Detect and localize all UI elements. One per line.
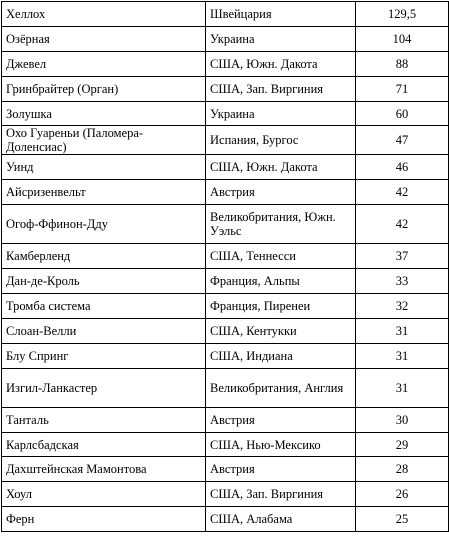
cave-location: Испания, Бургос [206, 126, 356, 155]
cave-location: Украина [206, 101, 356, 126]
cave-value: 25 [356, 507, 449, 532]
cave-location: Австрия [206, 180, 356, 205]
cave-value: 31 [356, 368, 449, 407]
table-row [2, 457, 449, 482]
cave-value: 26 [356, 482, 449, 507]
cave-location: Великобритания, Южн. Уэльс [206, 205, 356, 244]
cave-location: США, Южн. Дакота [206, 155, 356, 180]
cave-name: Танталь [2, 407, 206, 432]
cave-name: Дахштейнская Мамонтова [2, 457, 206, 482]
cave-value: 30 [356, 407, 449, 432]
table-row [2, 126, 449, 155]
table-row [2, 205, 449, 244]
cave-name: Озёрная [2, 26, 206, 51]
table-row [2, 368, 449, 407]
cave-name: Хеллох [2, 2, 206, 27]
table-row [2, 507, 449, 532]
cave-value: 28 [356, 457, 449, 482]
table-row [2, 318, 449, 343]
cave-name: Хоул [2, 482, 206, 507]
table-row [2, 51, 449, 76]
cave-value: 33 [356, 269, 449, 294]
cave-location: США, Кентукки [206, 318, 356, 343]
cave-value: 88 [356, 51, 449, 76]
cave-location: Австрия [206, 457, 356, 482]
cave-location: Франция, Альпы [206, 269, 356, 294]
cave-location: Украина [206, 26, 356, 51]
cave-name: Изгил-Ланкастер [2, 368, 206, 407]
cave-value: 60 [356, 101, 449, 126]
cave-value: 31 [356, 343, 449, 368]
cave-location: США, Зап. Виргиния [206, 482, 356, 507]
cave-name: Тромба система [2, 294, 206, 319]
cave-name: Карлсбадская [2, 432, 206, 457]
cave-name: Золушка [2, 101, 206, 126]
table-row [2, 482, 449, 507]
cave-location: США, Индиана [206, 343, 356, 368]
cave-name: Камберленд [2, 244, 206, 269]
cave-location: Австрия [206, 407, 356, 432]
caves-table-body [2, 2, 449, 532]
cave-name: Слоан-Велли [2, 318, 206, 343]
table-row [2, 407, 449, 432]
table-row [2, 101, 449, 126]
cave-value: 46 [356, 155, 449, 180]
table-row [2, 343, 449, 368]
cave-value: 32 [356, 294, 449, 319]
cave-location: Великобритания, Англия [206, 368, 356, 407]
table-row [2, 180, 449, 205]
cave-name: Блу Спринг [2, 343, 206, 368]
table-row [2, 155, 449, 180]
cave-value: 42 [356, 205, 449, 244]
cave-name: Охо Гуареньи (Паломера-Доленсиас) [2, 126, 206, 155]
cave-name: Уинд [2, 155, 206, 180]
cave-value: 129,5 [356, 2, 449, 27]
cave-location: США, Алабама [206, 507, 356, 532]
table-row [2, 269, 449, 294]
cave-value: 42 [356, 180, 449, 205]
caves-table [1, 1, 449, 532]
cave-name: Айсризенвельт [2, 180, 206, 205]
cave-value: 37 [356, 244, 449, 269]
cave-name: Дан-де-Кроль [2, 269, 206, 294]
cave-name: Джевел [2, 51, 206, 76]
cave-value: 71 [356, 76, 449, 101]
cave-value: 104 [356, 26, 449, 51]
table-row [2, 26, 449, 51]
cave-value: 31 [356, 318, 449, 343]
table-row [2, 432, 449, 457]
cave-location: США, Нью-Мексико [206, 432, 356, 457]
cave-name: Гринбрайтер (Орган) [2, 76, 206, 101]
cave-location: Швейцария [206, 2, 356, 27]
cave-location: США, Южн. Дакота [206, 51, 356, 76]
cave-location: США, Зап. Виргиния [206, 76, 356, 101]
table-row [2, 244, 449, 269]
table-row [2, 294, 449, 319]
table-row [2, 76, 449, 101]
cave-location: США, Теннесси [206, 244, 356, 269]
cave-location: Франция, Пиренеи [206, 294, 356, 319]
cave-value: 47 [356, 126, 449, 155]
cave-value: 29 [356, 432, 449, 457]
table-row [2, 2, 449, 27]
cave-name: Огоф-Ффинон-Дду [2, 205, 206, 244]
cave-name: Ферн [2, 507, 206, 532]
